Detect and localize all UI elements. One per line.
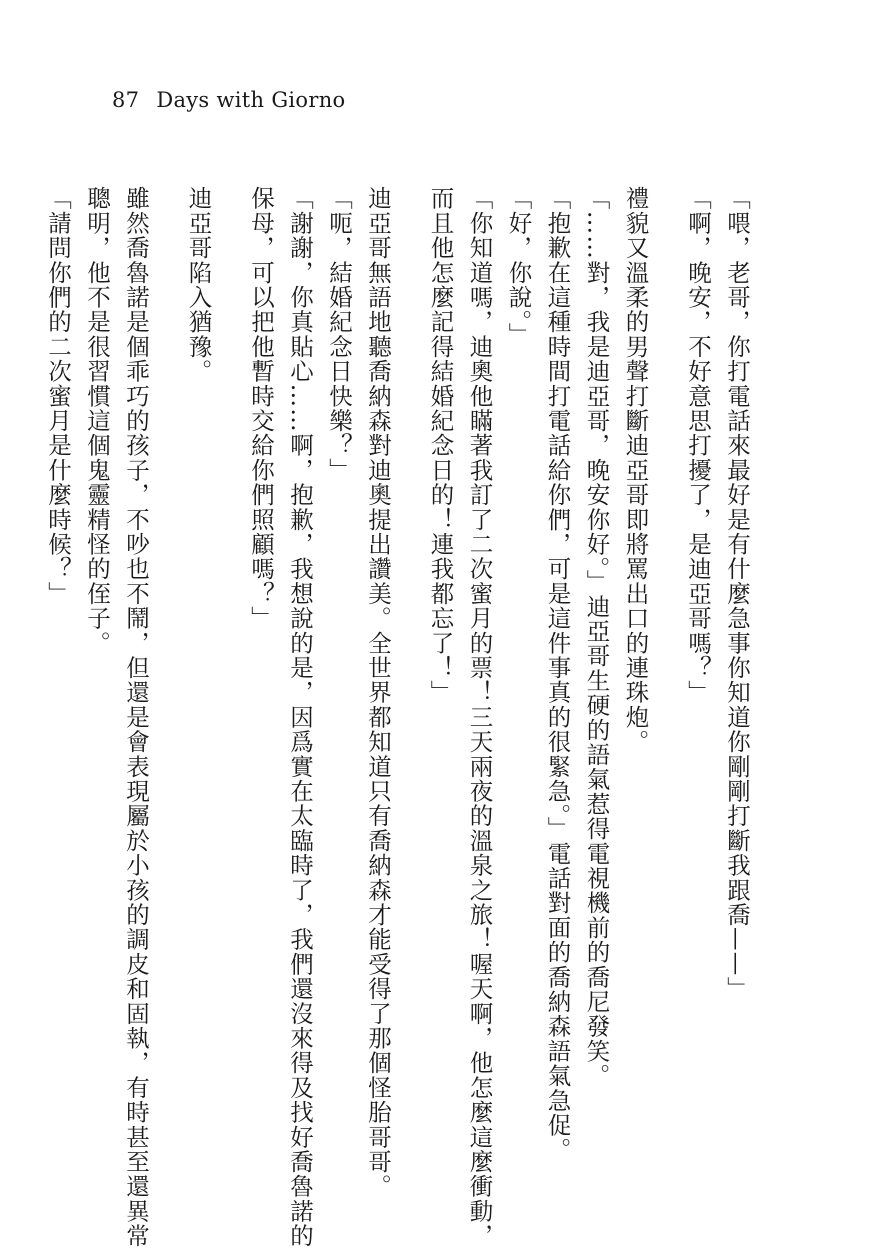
text-line: 保母，可以把他暫時交給你們照顧嗎？」: [247, 186, 275, 631]
running-title: Days with Giorno: [156, 88, 346, 112]
text-line: 「好，你說。」: [504, 186, 533, 348]
text-line: 「……對，我是迪亞哥，晚安你好。」迪亞哥生硬的語氣惹得電視機前的喬尼發笑。: [582, 186, 611, 1089]
page-number: 87: [112, 88, 140, 112]
text-line: 迪亞哥陷入猶豫。: [184, 186, 213, 384]
text-line: 「呃，結婚紀念日快樂？」: [325, 186, 353, 483]
text-line: 「喂，老哥，你打電話來最好是有什麼急事你知道你剛剛打斷我跟喬——」: [723, 186, 751, 1002]
page-header: [112, 88, 345, 112]
text-line: 迪亞哥無語地聽喬納森對迪奧提出讚美。全世界都知道只有喬納森才能受得了那個怪胎哥哥。: [364, 186, 392, 1199]
text-line: 「抱歉在這種時間打電話給你們，可是這件事真的很緊急。」電話對面的喬納森語氣急促。: [543, 186, 572, 1163]
text-line: 禮貌又溫柔的男聲打斷迪亞哥即將罵出口的連珠炮。: [621, 186, 650, 755]
text-line: 聰明，他不是很習慣這個鬼靈精怪的侄子。: [83, 186, 111, 656]
text-line: 「請問你們的二次蜜月是什麼時候？」: [44, 186, 72, 606]
body-text: [38, 186, 756, 1248]
text-line: 而且他怎麼記得結婚紀念日的！連我都忘了！」: [426, 186, 455, 705]
text-line: 雖然喬魯諾是個乖巧的孩子，不吵也不鬧，但還是會表現屬於小孩的調皮和固執，有時甚至還異常: [122, 186, 150, 1248]
text-line: 「你知道嗎，迪奧他瞞著我訂了二次蜜月的票！三天兩夜的溫泉之旅！喔天啊，他怎麼這麼衝動，: [465, 186, 494, 1248]
text-line: 「啊，晚安，不好意思打擾了，是迪亞哥嗎？」: [684, 186, 712, 705]
text-line: 「謝謝，你真貼心……啊，抱歉，我想說的是，因爲實在太臨時了，我們還沒來得及找好喬魯諾的: [286, 186, 314, 1248]
